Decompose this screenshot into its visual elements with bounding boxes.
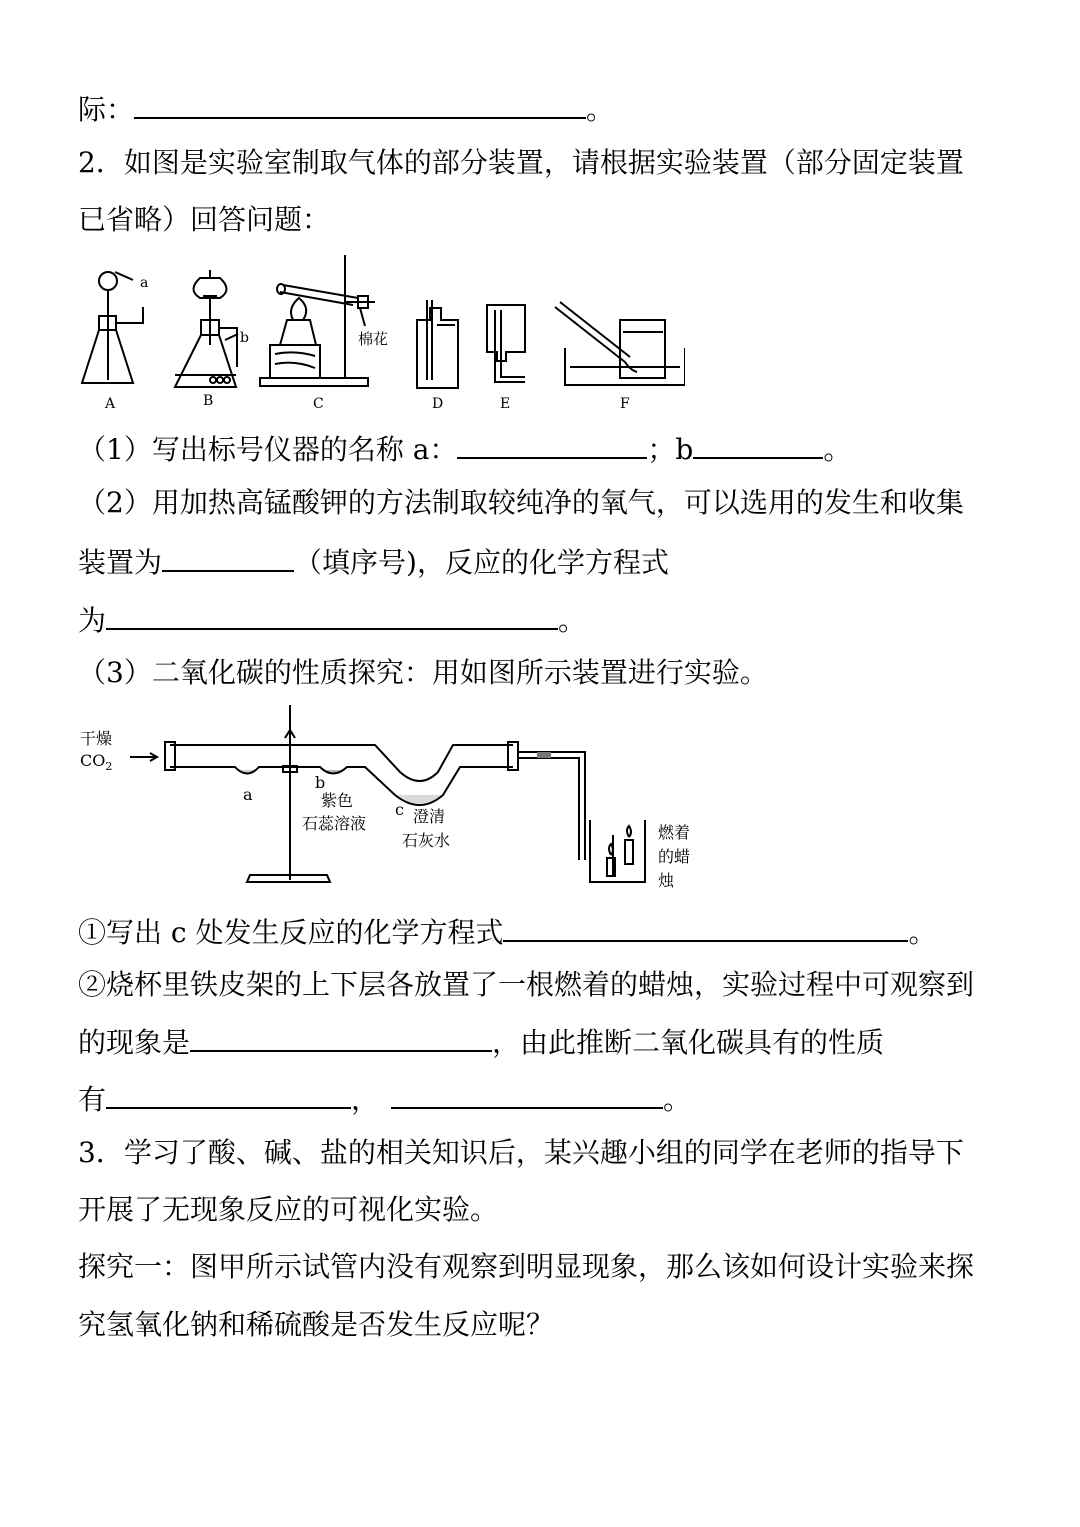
label-E: E [500, 396, 511, 412]
text: 。 [586, 93, 615, 126]
label-candle-3: 烛 [658, 871, 675, 890]
text: 。 [558, 604, 587, 637]
answer-blank-a[interactable] [457, 427, 647, 459]
text: 。 [663, 1083, 692, 1116]
q2-part2-line2 [78, 540, 669, 583]
answer-blank-b[interactable] [693, 427, 823, 459]
stand-base [247, 875, 330, 882]
label-B: B [203, 393, 214, 409]
apparatus-a [82, 272, 143, 383]
label-b: b [240, 330, 249, 346]
label-F: F [620, 396, 630, 412]
outlet-tube [518, 752, 585, 860]
label-clear: 澄清 [413, 807, 446, 826]
label-purple: 紫色 [321, 791, 354, 810]
answer-blank[interactable] [134, 87, 586, 119]
text: 。 [908, 916, 937, 949]
q2-part2-line1: （2）用加热高锰酸钾的方法制取较纯净的氧气，可以选用的发生和收集 [78, 486, 964, 519]
text: 装置为 [78, 546, 163, 579]
q3-line4: 究氢氧化钠和稀硫酸是否发生反应呢？ [78, 1308, 555, 1341]
label-C: C [313, 396, 324, 412]
answer-blank-phenomenon[interactable] [190, 1020, 492, 1052]
label-c: c [395, 800, 404, 819]
glass-tube-top [170, 745, 513, 781]
apparatus-figure [75, 250, 685, 415]
q2-sub2-line2 [78, 1020, 884, 1063]
answer-blank-device[interactable] [162, 540, 294, 572]
q2-part1 [78, 427, 851, 470]
q3-line3: 探究一：图甲所示试管内没有观察到明显现象，那么该如何设计实验来探 [78, 1250, 975, 1283]
label-a: a [243, 785, 253, 804]
apparatus-b [175, 270, 238, 387]
apparatus-c [260, 255, 375, 386]
text: 为 [78, 604, 107, 637]
text: ，由此推断二氧化碳具有的性质 [492, 1026, 885, 1059]
q2-sub2-line1: ②烧杯里铁皮架的上下层各放置了一根燃着的蜡烛，实验过程中可观察到 [78, 968, 975, 1001]
label-limewater: 石灰水 [402, 831, 451, 850]
q2-part2-line3 [78, 598, 586, 641]
apparatus-e [487, 305, 525, 382]
text: 有 [78, 1083, 107, 1116]
text: ①写出 c 处发生反应的化学方程式 [78, 916, 504, 949]
text: （1）写出标号仪器的名称 a： [78, 433, 458, 466]
label-b: b [315, 773, 326, 792]
answer-blank-property-1[interactable] [106, 1077, 351, 1109]
label-D: D [432, 396, 444, 412]
q2-sub1 [78, 910, 937, 953]
co2-experiment-figure [75, 700, 725, 900]
label-A: A [105, 396, 116, 412]
text: ；b [647, 433, 694, 466]
q2-part3: （3）二氧化碳的性质探究：用如图所示装置进行实验。 [78, 656, 768, 689]
q2-sub2-line3 [78, 1077, 691, 1120]
label-litmus: 石蕊溶液 [302, 814, 367, 833]
label-a: a [140, 275, 149, 291]
label-cotton: 棉花 [358, 330, 389, 348]
label-dry: 干燥 [80, 729, 113, 748]
text: 际： [78, 93, 135, 126]
apparatus-f [555, 302, 685, 385]
beaker [590, 820, 645, 882]
text: （填序号)，反应的化学方程式 [294, 546, 669, 579]
label-co2: $CO_2$ [80, 751, 113, 773]
answer-blank-property-2[interactable] [391, 1077, 663, 1109]
answer-blank-c-equation[interactable] [503, 910, 908, 942]
answer-blank-equation[interactable] [106, 598, 558, 630]
q3-line1: 3．学习了酸、碱、盐的相关知识后，某兴趣小组的同学在老师的指导下 [78, 1136, 964, 1169]
q3-line2: 开展了无现象反应的可视化实验。 [78, 1193, 499, 1226]
label-candle-2: 的蜡 [658, 847, 691, 866]
q2-stem-line1: 2．如图是实验室制取气体的部分装置，请根据实验装置（部分固定装置 [78, 146, 964, 179]
text: ， [351, 1083, 380, 1116]
apparatus-d [417, 300, 458, 388]
q2-stem-line2: 已省略）回答问题： [78, 203, 331, 236]
text: 的现象是 [78, 1026, 191, 1059]
text: 。 [823, 433, 852, 466]
label-candle-1: 燃着 [658, 823, 691, 842]
answer-line-prev [78, 87, 614, 130]
